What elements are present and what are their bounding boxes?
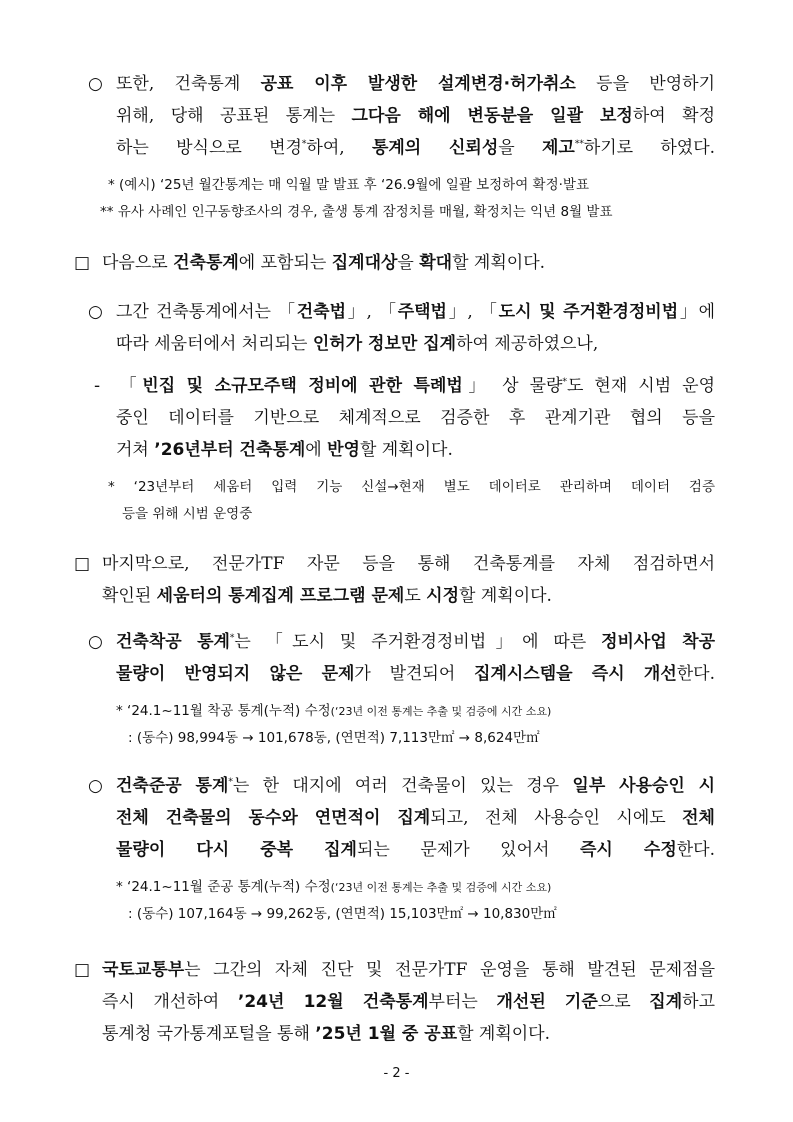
section-scope-expansion (0, 247, 793, 528)
footnote: * ‘24.1~11월 준공 통계(누적) 수정(‘23년 이전 통계는 추출 및 검증에 시간 소요) (116, 879, 552, 895)
dash-bullet: - (94, 376, 101, 396)
square-bullet: □ (74, 960, 91, 980)
paragraph-line: 즉시 개선하여 ’24년 12월 건축통계부터는 개선된 기준으로 집계하고 (102, 992, 716, 1012)
paragraph-line: 하는 방식으로 변경*하여, 통계의 신뢰성을 제고**하기로 하였다. (116, 138, 716, 158)
paragraph-line: □ 국토교통부는 그간의 자체 진단 및 전문가TF 운영을 통해 발견된 문제점을 (0, 954, 793, 986)
circle-bullet: ○ (88, 776, 103, 796)
paragraph-line: ○ 그간 건축통계에서는 「건축법」, 「주택법」, 「도시 및 주거환경정비법」에 (0, 296, 793, 328)
paragraph-line: 거쳐 ’26년부터 건축통계에 반영할 계획이다. (116, 440, 453, 460)
page-number: - 2 - (383, 1066, 410, 1081)
paragraph-line: ○ 건축준공 통계*는 한 대지에 여러 건축물이 있는 경우 일부 사용승인 시 (0, 770, 793, 802)
footnote: : (동수) 98,994동 → 101,678동, (연면적) 7,113만㎡ → 8,624만㎡ (128, 730, 540, 746)
paragraph-line: 위해, 당해 공표된 통계는 그다음 해에 변동분을 일괄 보정하여 확정 (116, 106, 715, 126)
paragraph-line: 따라 세움터에서 처리되는 인허가 정보만 집계하여 제공하였으나, (116, 334, 599, 354)
footnote: 등을 위해 시범 운영중 (122, 506, 253, 522)
square-bullet: □ (74, 554, 91, 574)
paragraph-line: 중인 데이터를 기반으로 체계적으로 검증한 후 관계기관 협의 등을 (116, 408, 715, 428)
paragraph-line: □ 다음으로 건축통계에 포함되는 집계대상을 확대할 계획이다. (0, 247, 793, 279)
footnote: * (예시) ‘25년 월간통계는 매 익월 말 발표 후 ‘26.9월에 일괄 보정하여 확정·발표 (108, 177, 589, 193)
footnote: ** 유사 사례인 인구동향조사의 경우, 출생 통계 잠정치를 매월, 확정치는 익년 8월 발표 (100, 204, 613, 220)
footnote: : (동수) 107,164동 → 99,262동, (연면적) 15,103만㎡ → 10,830만㎡ (128, 906, 557, 922)
paragraph-line: 전체 건축물의 동수와 연면적이 집계되고, 전체 사용승인 시에도 전체 (116, 808, 715, 828)
paragraph-line: 물량이 반영되지 않은 문제가 발견되어 집계시스템을 즉시 개선한다. (116, 664, 715, 684)
paragraph-line: □ 마지막으로, 전문가TF 자문 등을 통해 건축통계를 자체 점검하면서 (0, 548, 793, 580)
paragraph-line: 물량이 다시 중복 집계되는 문제가 있어서 즉시 수정한다. (116, 840, 715, 860)
footnote: * ‘23년부터 세움터 입력 기능 신설→현재 별도 데이터로 관리하며 데이터 검증 (108, 479, 715, 495)
square-bullet: □ (74, 253, 91, 273)
section-molit-plan (0, 954, 793, 1050)
section-statistics-correction (0, 68, 793, 226)
paragraph-line: 통계청 국가통계포털을 통해 ’25년 1월 중 공표할 계획이다. (102, 1024, 551, 1044)
paragraph-line: ○ 또한, 건축통계 공표 이후 발생한 설계변경·허가취소 등을 반영하기 (0, 68, 793, 100)
section-program-fix (0, 548, 793, 928)
paragraph-line: - 「빈집 및 소규모주택 정비에 관한 특례법」 상 물량*도 현재 시범 운영 (0, 370, 793, 402)
paragraph-line: 확인된 세움터의 통계집계 프로그램 문제도 시정할 계획이다. (102, 586, 552, 606)
circle-bullet: ○ (88, 632, 103, 652)
circle-bullet: ○ (88, 74, 103, 94)
paragraph-line: ○ 건축착공 통계*는 「도시 및 주거환경정비법」에 따른 정비사업 착공 (0, 626, 793, 658)
footnote: * ‘24.1~11월 착공 통계(누적) 수정(‘23년 이전 통계는 추출 및 검증에 시간 소요) (116, 703, 552, 719)
circle-bullet: ○ (88, 302, 103, 322)
